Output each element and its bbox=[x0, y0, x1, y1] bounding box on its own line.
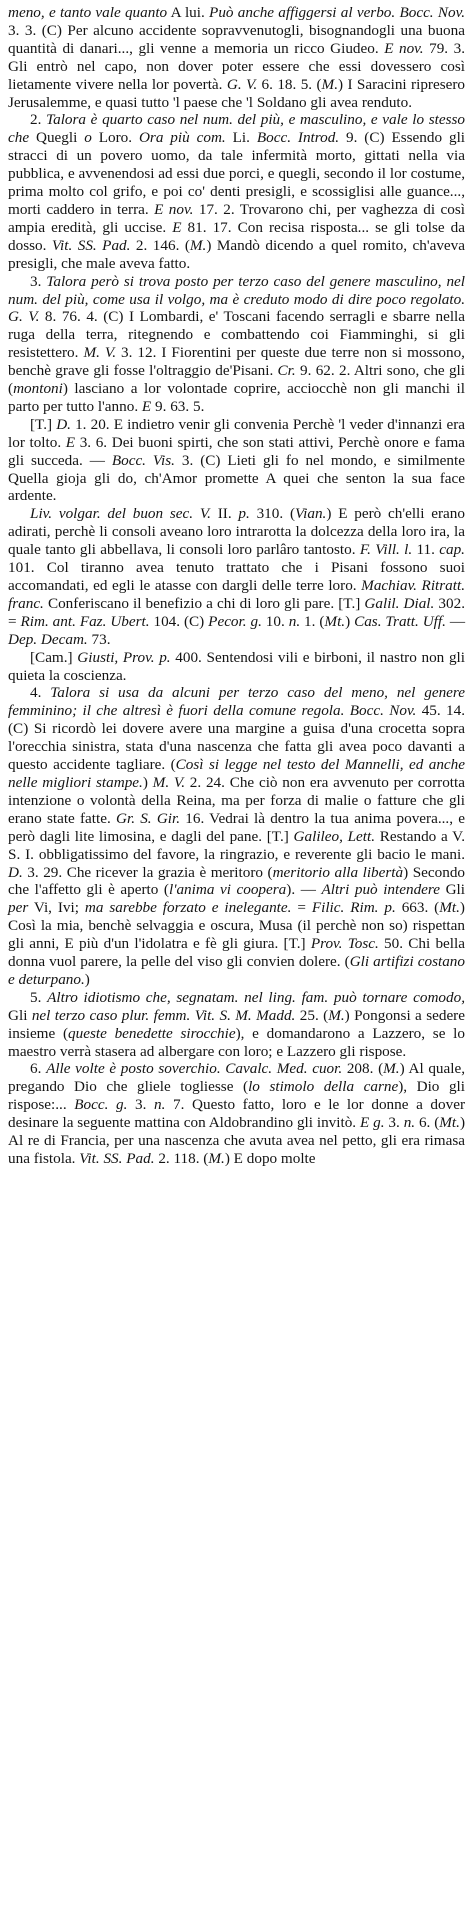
text-run: 3. (C) Lieti gli fo nel mondo, e similmente Quella gioja gli do, ch'Amor promette A quei che senton la sua face ardente. bbox=[8, 451, 465, 505]
text-run: n. bbox=[154, 1096, 166, 1114]
entry-paragraph-3 bbox=[8, 416, 465, 506]
text-run: Bocc. g. bbox=[74, 1096, 128, 1114]
text-run: 2. 146. ( bbox=[130, 236, 190, 254]
text-run: Li. bbox=[225, 129, 257, 147]
text-run: lo stimolo della carne bbox=[248, 1078, 399, 1096]
text-run: meno, e tanto vale quanto bbox=[8, 4, 168, 21]
text-run: ) Mandò dicendo a quel romito, ch'aveva presigli, che male aveva fatto. bbox=[8, 236, 465, 272]
text-run: o bbox=[84, 129, 92, 147]
text-run: 3. 29. Che ricever la grazia è meritoro ( bbox=[22, 863, 273, 881]
text-run: 663. ( bbox=[395, 899, 440, 917]
text-run: 11. bbox=[412, 541, 440, 559]
text-run: ) Così la mia, benchè selvaggia e oscura, Musa (il perchè non so) rispettan gli anni, E più d'un l'idolatra e fè gli giura. [T.] bbox=[8, 899, 465, 953]
text-run: Vit. SS. Pad. bbox=[51, 236, 131, 254]
text-run: ) lasciano a lor volontade coprire, acciocchè non gli manchi il parto per tutto l'anno. bbox=[8, 380, 465, 415]
text-run: Mt. bbox=[324, 612, 346, 630]
text-run: 104. (C) bbox=[149, 612, 209, 630]
text-run: ). — bbox=[286, 881, 322, 899]
text-run: Restando a V. S. I. obbligatissimo del favore, la ringrazio, e reverente gli bacio le mani. bbox=[8, 827, 465, 863]
text-run: Filic. Rim. p. bbox=[311, 899, 396, 917]
text-run: M. bbox=[383, 1060, 400, 1078]
text-run: ) E dopo molte bbox=[224, 1150, 316, 1167]
text-run: Talora si usa da alcuni per terzo caso del meno, nel genere femminino; il che altresì è fuori della comune regola. Bocc. Nov. bbox=[8, 684, 466, 720]
text-run: 17. 2. Trovarono chi, per vaghezza di così ampia eredità, gli uccise. bbox=[8, 200, 466, 236]
text-run: Mt. bbox=[439, 899, 460, 917]
text-run: p. bbox=[238, 505, 250, 523]
text-run: ) bbox=[345, 612, 355, 630]
text-run: 79. 3. Gli entrò nel capo, non dover poter essere che essi dovessero così lietamente vivere nella lor povertà. bbox=[8, 39, 466, 93]
text-run: 3. bbox=[384, 1114, 404, 1132]
text-run: n. bbox=[403, 1114, 416, 1132]
text-run: E bbox=[141, 397, 152, 415]
text-run: M. V. bbox=[152, 773, 186, 791]
text-run: G. V. bbox=[226, 75, 258, 93]
text-run: 208. ( bbox=[342, 1060, 384, 1078]
entry-paragraph-7 bbox=[8, 989, 465, 1061]
text-run: 101. Col tiranno avea tenuto trattato che i Pisani fossono suoi accomandati, ed egli le atasse con dargli delle terre loro. bbox=[8, 559, 465, 594]
text-run: 9. 62. 2. Altri sono, che gli ( bbox=[8, 362, 465, 398]
text-run: Machiav. Ritratt. franc. bbox=[8, 577, 465, 612]
text-run: = bbox=[291, 899, 312, 917]
text-run: 9. (C) Essendo gli stracci di un povero uomo, da tale infermità morto, gittati nella via pubblica, e avvenendosi ad essi due porci, e quegli, secondo il lor costume, prima molto col grifo, e poi co' denti presigli, e scossiglisi alle guance..., morti caddero in terra. bbox=[8, 129, 466, 218]
text-run: 5. bbox=[30, 988, 48, 1006]
text-run: ) Al quale, pregando Dio che gliele togliesse ( bbox=[8, 1060, 466, 1096]
text-run: 3. 6. Dei buoni spirti, che son stati attivi, Perchè onore e fama gli succeda. — bbox=[8, 433, 466, 469]
text-run: 50. Chi bella donna vuol parere, la pelle del viso gli convien dolere. ( bbox=[8, 935, 465, 971]
text-run: 400. Sentendosi vili e birboni, il nastro non gli quieta la coscienza. bbox=[8, 648, 465, 684]
text-run: M. bbox=[321, 75, 338, 93]
text-run: 9. 63. 5. bbox=[151, 397, 205, 415]
text-run: Altri può intendere bbox=[321, 881, 440, 899]
text-run: ) Pongonsi a sedere insieme ( bbox=[8, 1006, 465, 1042]
text-run: Cas. Tratt. Uff. bbox=[354, 612, 446, 630]
text-run: 2. 118. ( bbox=[154, 1150, 209, 1167]
text-run: F. Vill. l. bbox=[359, 541, 413, 559]
text-run: Mt. bbox=[439, 1114, 460, 1132]
text-run: 4. bbox=[30, 684, 51, 702]
text-run: Gli bbox=[8, 1006, 32, 1024]
text-run: Altro idiotismo che, segnatam. nel ling. fam. può tornare comodo, bbox=[47, 988, 465, 1006]
text-run: Prov. Tosc. bbox=[310, 935, 379, 953]
entry-paragraph-8 bbox=[8, 1060, 465, 1167]
text-run: 302. = bbox=[8, 594, 465, 630]
text-run: D. bbox=[8, 863, 23, 881]
text-run: Cr. bbox=[277, 362, 296, 380]
text-run: queste benedette sirocchie bbox=[68, 1024, 236, 1042]
text-run: Può anche affiggersi al verbo. Bocc. Nov. bbox=[209, 4, 465, 21]
text-run: II. bbox=[210, 505, 239, 523]
text-run: 25. ( bbox=[295, 1006, 329, 1024]
text-run: M. bbox=[328, 1006, 345, 1024]
text-run: 3. 12. I Fiorentini per queste due terre non si mossono, benchè grave gli fosse l'oltraggio de'Pisani. bbox=[8, 344, 465, 380]
text-run: — bbox=[445, 612, 466, 630]
text-run: l'anima vi coopera bbox=[168, 881, 287, 899]
text-run: Loro. bbox=[91, 129, 139, 147]
text-run: 10. bbox=[261, 612, 289, 630]
entry-paragraph-6 bbox=[8, 684, 465, 988]
text-run: meritorio alla libertà bbox=[272, 863, 404, 881]
text-run: 2. 24. Che ciò non era avvenuto per corrotta intenzione o volontà della Reina, ma per forza di malie o fatture che gli erano state fatte. bbox=[8, 773, 465, 827]
text-run: Vi, Ivi; bbox=[28, 899, 85, 917]
text-run: ma sarebbe forzato e inelegante. bbox=[84, 899, 292, 917]
text-run: Vit. SS. Pad. bbox=[79, 1150, 155, 1167]
text-run: Bocc. Introd. bbox=[256, 129, 340, 147]
text-run: Conferiscano il benefizio a chi di loro gli pare. [T.] bbox=[43, 594, 365, 612]
text-run: Quegli bbox=[29, 129, 85, 147]
text-run: Ora più com. bbox=[138, 129, 226, 147]
text-run: cap. bbox=[439, 541, 465, 559]
text-run: Gli artifizi costano e deturpano. bbox=[8, 953, 465, 988]
text-run: Dep. Decam. bbox=[8, 630, 88, 648]
text-run: Bocc. Vis. bbox=[111, 451, 175, 469]
text-run: ), Dio gli rispose:... bbox=[8, 1078, 465, 1114]
text-run: E nov. bbox=[154, 200, 194, 218]
text-run: ) Secondo che l'affetto gli è aperto ( bbox=[8, 863, 466, 899]
text-run: 1. 20. E indietro venir gli convenia Perchè 'l veder d'innanzi era lor tolto. bbox=[8, 415, 465, 451]
text-run: M. bbox=[189, 236, 207, 254]
text-run: Così si legge nel testo del Mannelli, ed anche nelle migliori stampe. bbox=[8, 756, 465, 791]
text-run: Alle volte è posto soverchio. Cavalc. Med. cuor. bbox=[46, 1060, 343, 1078]
text-run: D. bbox=[56, 415, 71, 433]
text-run: E bbox=[172, 218, 182, 236]
text-run: Talora è quarto caso nel num. del più, e masculino, e vale lo stesso che bbox=[8, 111, 465, 147]
text-run: 1. ( bbox=[300, 612, 325, 630]
text-run: per bbox=[8, 899, 29, 917]
entry-paragraph-2 bbox=[8, 273, 465, 416]
text-run: ) I Saracini ripresero Jerusalemme, e quasi tutto 'l paese che 'l Soldano gli avea renduto. bbox=[8, 75, 466, 111]
text-run: 16. Vedrai là dentro la tua anima povera..., e però dagli lite limosina, e dagli del pane. [T.] bbox=[8, 809, 465, 845]
text-run: 3. bbox=[127, 1096, 155, 1114]
text-run: 2. bbox=[30, 111, 47, 129]
text-run: [T.] bbox=[30, 415, 57, 433]
entry-paragraph-5 bbox=[8, 649, 465, 685]
text-run: 310. ( bbox=[249, 505, 295, 523]
text-run: Gli bbox=[440, 881, 465, 899]
text-run: nel terzo caso plur. femm. Vit. S. M. Madd. bbox=[31, 1006, 296, 1024]
text-run: 6. 18. 5. ( bbox=[257, 75, 322, 93]
text-run: Galileo, Lett. bbox=[293, 827, 376, 845]
text-run: 3. bbox=[30, 272, 47, 290]
text-run: ), e domandarono a Lazzero, se lo maestro verrà stasera ad albergare con loro; e Lazzero gli rispose. bbox=[8, 1024, 465, 1060]
text-run: ) bbox=[84, 970, 90, 988]
text-run: ) E però ch'elli erano adirati, perchè li consoli aveano loro intrarotta la dolcezza della loro ira, la quale tanto gli abbellava, li consoli loro parlâro tantosto. bbox=[8, 505, 465, 559]
entry-paragraph-1 bbox=[8, 111, 465, 272]
entry-paragraph-0 bbox=[8, 4, 465, 111]
text-run: 8. 76. 4. (C) I Lombardi, e' Toscani facendo serragli e sbarre nella ruga della terra, ritegnendo e combattendo coi Fiamminghi, si gli resistettero. bbox=[8, 308, 465, 362]
text-run: 81. 17. Con recisa risposta... se gli tolse da dosso. bbox=[8, 218, 465, 254]
text-run: montoni bbox=[13, 380, 63, 398]
text-run: E bbox=[65, 433, 76, 451]
text-run: Galil. Dial. bbox=[364, 594, 435, 612]
text-run: [Cam.] bbox=[30, 648, 78, 666]
text-run: 7. Questo fatto, loro e le lor donne a dover desinare la seguente mattina con Aldobrandino gli invitò. bbox=[8, 1096, 465, 1132]
text-run: 45. 14. (C) Si ricordò lei dovere avere una margine a guisa d'una crocetta sopra l'orecchia sinistra, stata d'una nascenza che fatta gli avea poco davanti a questo accidente tagliare. ( bbox=[8, 702, 466, 774]
text-run: Talora però si trova posto per terzo caso del genere masculino, nel num. del più, come usa il volgo, ma è creduto modo di dire poco regolato. G. V. bbox=[8, 272, 465, 326]
text-run: Gr. S. Gir. bbox=[116, 809, 181, 827]
text-run: M. V. bbox=[83, 344, 116, 362]
text-run: 6. bbox=[30, 1060, 47, 1078]
text-run: 3. 3. (C) Per alcuno accidente sopravvenutogli, bisognandogli una buona quantità di danari..., gli venne a memoria un ricco Giudeo. bbox=[8, 21, 465, 57]
text-run: Liv. volgar. del buon sec. V. bbox=[30, 505, 211, 523]
text-run: Pecor. g. bbox=[208, 612, 262, 630]
text-run: Rim. ant. Faz. Ubert. bbox=[20, 612, 150, 630]
text-run: n. bbox=[288, 612, 301, 630]
text-run: Vian. bbox=[295, 505, 327, 523]
text-run: A lui. bbox=[167, 4, 210, 21]
text-run: 6. ( bbox=[415, 1114, 440, 1132]
text-run: E nov. bbox=[384, 39, 424, 57]
text-run: 73. bbox=[87, 630, 111, 648]
text-run: ) Al re di Francia, per una nascenza che avuta avea nel petto, gli era rimasa una fistola. bbox=[8, 1114, 466, 1167]
text-run: E g. bbox=[359, 1114, 385, 1132]
entry-paragraph-4 bbox=[8, 505, 465, 648]
text-run: M. bbox=[208, 1150, 225, 1167]
text-run: Giusti, Prov. p. bbox=[77, 648, 171, 666]
text-run: ) bbox=[142, 773, 153, 791]
